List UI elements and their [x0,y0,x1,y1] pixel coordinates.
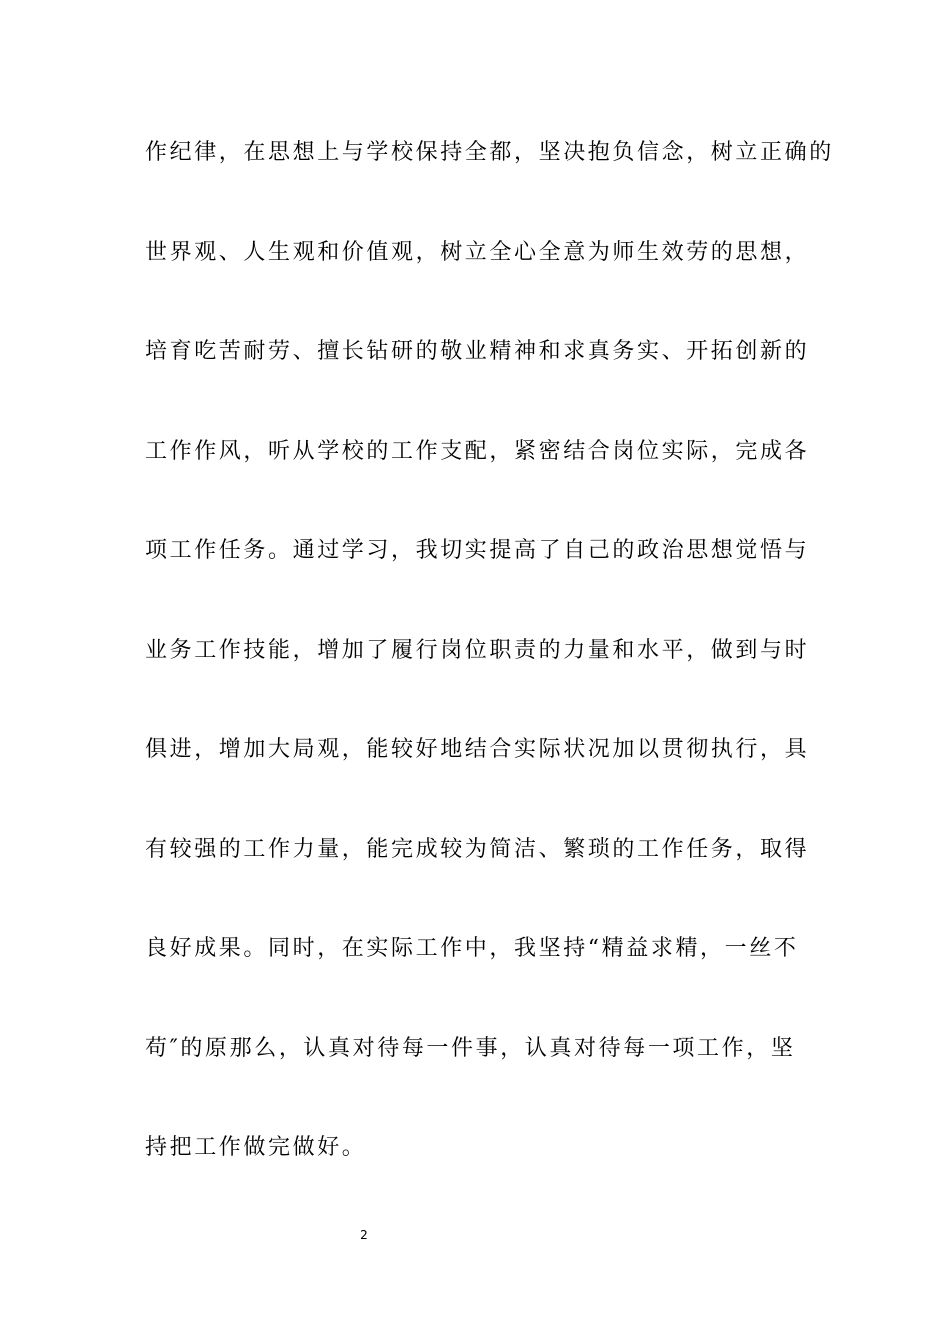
text-line: 有较强的工作力量，能完成较为简洁、繁琐的工作任务，取得 [145,836,810,862]
text-line: 工作作风，听从学校的工作支配，紧密结合岗位实际，完成各 [145,438,810,464]
text-line: 良好成果。同时，在实际工作中，我坚持“精益求精，一丝不 [145,936,799,961]
page-number: 2 [360,1228,368,1242]
text-line: 持把工作做完做好。 [145,1135,367,1160]
text-line: 业务工作技能，增加了履行岗位职责的力量和水平，做到与时 [145,637,810,663]
text-line: 作纪律，在思想上与学校保持全都，坚决抱负信念，树立正确的 [145,140,834,165]
body-paragraph [145,128,834,1223]
text-line: 项工作任务。通过学习，我切实提高了自己的政治思想觉悟与 [145,538,810,563]
text-line: 俱进，增加大局观，能较好地结合实际状况加以贯彻执行，具 [145,737,810,762]
text-line: 培育吃苦耐劳、擅长钻研的敬业精神和求真务实、开拓创新的 [145,339,810,364]
text-line: 苟″的原那么，认真对待每一件事，认真对待每一项工作，坚 [145,1035,796,1061]
text-line: 世界观、人生观和价值观，树立全心全意为师生效劳的思想， [145,239,810,265]
